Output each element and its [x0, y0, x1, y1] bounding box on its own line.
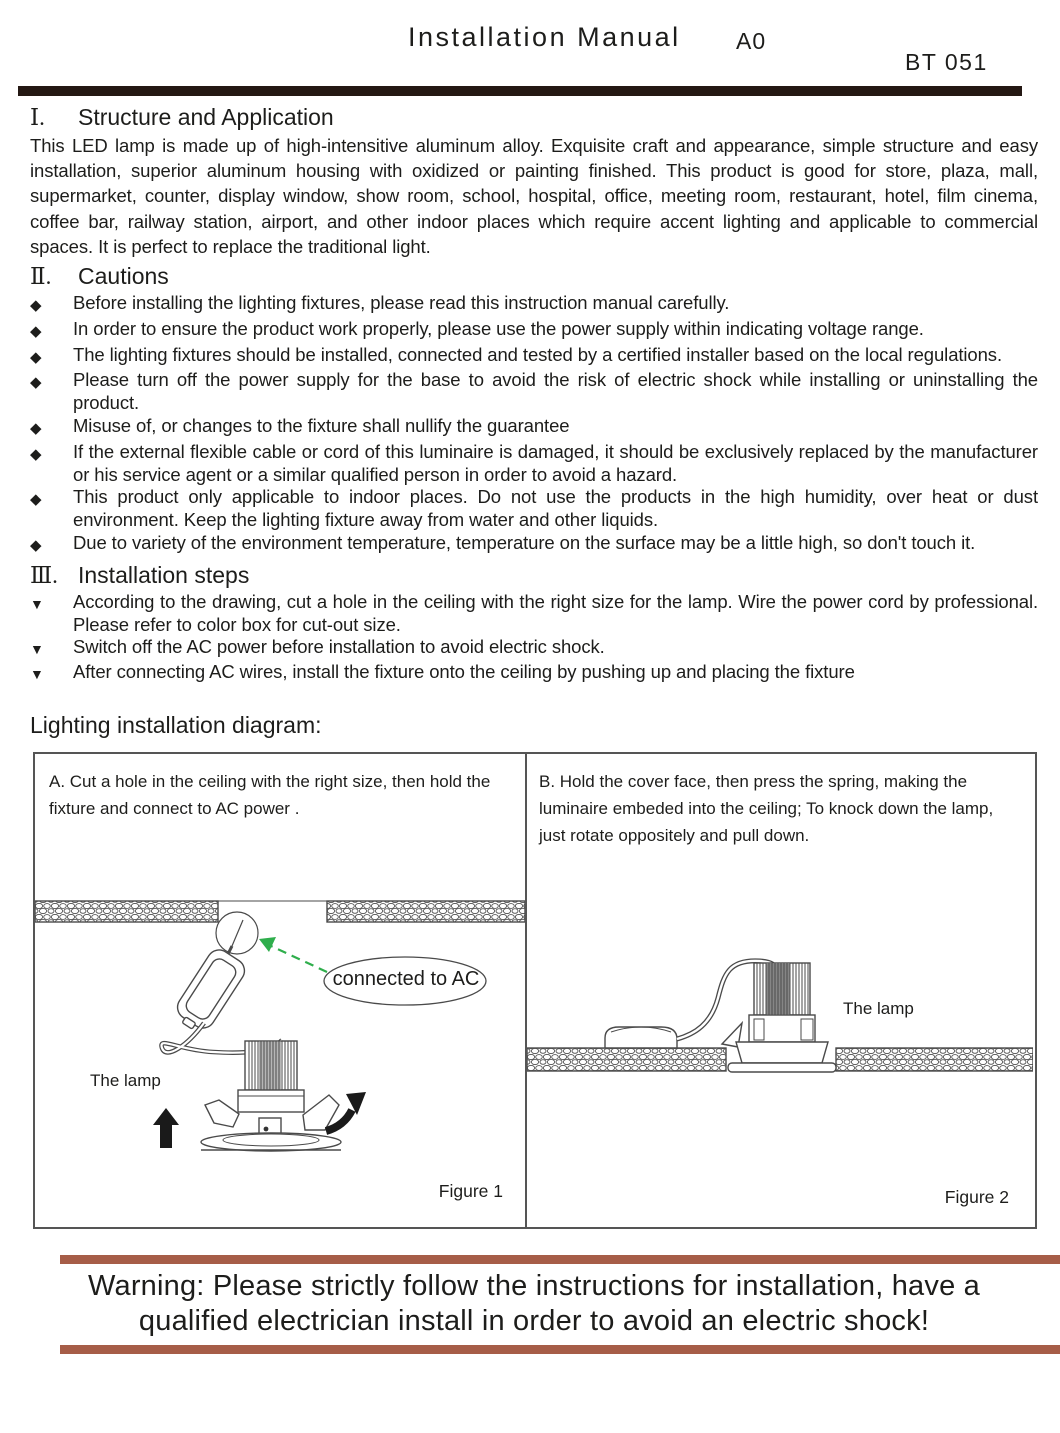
figure1-drawing — [35, 826, 525, 1231]
section-structure-heading — [30, 104, 1038, 131]
diamond-bullet-icon: ◆ — [30, 348, 42, 366]
heading-numeral: Ⅲ. — [30, 562, 58, 588]
figure2-lamp-label: The lamp — [843, 998, 914, 1018]
figure2-label: Figure 2 — [944, 1186, 1009, 1207]
caution-text: The lighting fixtures should be installed, connected and tested by a certified installer based on the local regulations. — [73, 343, 1002, 365]
step-item — [30, 636, 1038, 661]
caution-item — [30, 532, 1038, 558]
section-steps-heading — [30, 562, 1038, 589]
power-driver — [170, 945, 249, 1036]
ceiling-hatch — [35, 901, 525, 922]
caution-text: This product only applicable to indoor places. Do not use the products in the high humidity, over heat or dust environment. Keep the lighting fixture away from water and other liquids. — [73, 486, 1038, 531]
heading-numeral: Ⅰ. — [30, 105, 45, 130]
warning-banner — [30, 1255, 1038, 1354]
power-driver — [605, 1027, 677, 1048]
triangle-bullet-icon: ▼ — [30, 666, 44, 683]
warning-bar-top — [60, 1255, 1060, 1264]
step-text: According to the drawing, cut a hole in the ceiling with the right size for the lamp. Wire the power cord by professional. Please refer to color box for cut-out size. — [73, 590, 1038, 635]
heading-numeral: Ⅱ. — [30, 264, 52, 290]
figure2-panel — [527, 752, 1037, 1229]
caution-text: Please turn off the power supply for the base to avoid the risk of electric shock while installing or uninstalling the product. — [73, 369, 1038, 414]
caution-text: Misuse of, or changes to the fixture shall nullify the guarantee — [73, 415, 570, 436]
caution-item — [30, 415, 1038, 441]
caution-text: Before installing the lighting fixtures, please read this instruction manual carefully. — [73, 292, 730, 314]
figure1-label: Figure 1 — [438, 1180, 503, 1201]
diagram-title: Lighting installation diagram: — [30, 711, 322, 738]
manual-title: Installation Manual — [408, 22, 681, 52]
model-number: BT 051 — [905, 49, 988, 75]
heading-title: Cautions — [78, 263, 169, 290]
lamp-drawing — [201, 1041, 341, 1151]
diamond-bullet-icon: ◆ — [30, 536, 42, 554]
cautions-list — [30, 292, 1038, 558]
step-item — [30, 591, 1038, 637]
header — [0, 0, 1060, 98]
heading-title: Structure and Application — [78, 104, 334, 130]
triangle-bullet-icon: ▼ — [30, 641, 44, 658]
main-content — [30, 100, 1038, 1354]
caution-text: If the external flexible cable or cord of this luminaire is damaged, it should be exclusively replaced by the manufacturer or his service agent or a similar qualified person in order to avoid a hazard. — [73, 440, 1038, 485]
structure-body: This LED lamp is made up of high-intensitive aluminum alloy. Exquisite craft and appearance, simple structure and easy installation, superior aluminum housing with oxidized or painting finished. This product is good for store, plaza, mall, supermarket, counter, display window, show room, school, hospital, office, meeting room, restaurant, hotel, film cinema, coffee bar, railway station, airport, and other indoor places which require accent lighting and applicable to commercial spaces. It is perfect to replace the traditional light. — [30, 135, 1038, 257]
up-arrow — [153, 1108, 179, 1148]
caution-item — [30, 486, 1038, 532]
doc-code: A0 — [736, 28, 767, 54]
warning-bar-bottom — [60, 1345, 1060, 1354]
lamp-label: The lamp — [90, 1070, 161, 1090]
step-item — [30, 661, 1038, 686]
caution-item — [30, 292, 1038, 318]
step-text: After connecting AC wires, install the fixture onto the ceiling by pushing up and placing the fixture — [73, 661, 855, 683]
caution-item — [30, 369, 1038, 415]
warning-text: Warning: Please strictly follow the instructions for installation, have a qualified electrician install in order to avoid an electric shock! — [88, 1269, 980, 1337]
figure1-caption: A. Cut a hole in the ceiling with the right size, then hold the fixture and connect to AC power . — [49, 771, 491, 818]
step-text: Switch off the AC power before installation to avoid electric shock. — [73, 636, 605, 658]
diamond-bullet-icon: ◆ — [30, 491, 42, 509]
heading-title: Installation steps — [78, 561, 250, 588]
figure2-caption: B. Hold the cover face, then press the spring, making the luminaire embeded into the ceiling; To knock down the lamp, just rotate oppositely and pull down. — [539, 771, 994, 845]
steps-list — [30, 591, 1038, 686]
header-rule — [18, 86, 1022, 96]
caution-item — [30, 441, 1038, 487]
callout-label: connected to AC — [332, 967, 480, 990]
figure2-drawing — [527, 856, 1033, 1231]
figure1-panel — [33, 752, 527, 1229]
section-cautions-heading — [30, 263, 1038, 290]
lamp-drawing — [722, 963, 836, 1072]
diamond-bullet-icon: ◆ — [30, 445, 42, 463]
diamond-bullet-icon: ◆ — [30, 374, 42, 392]
diamond-bullet-icon: ◆ — [30, 297, 42, 315]
caution-item — [30, 318, 1038, 344]
caution-item — [30, 344, 1038, 370]
caution-text: Due to variety of the environment temperature, temperature on the surface may be a little high, so don't touch it. — [73, 531, 976, 553]
diamond-bullet-icon: ◆ — [30, 420, 42, 437]
green-dashed-arrow — [271, 946, 327, 972]
triangle-bullet-icon: ▼ — [30, 595, 44, 612]
caution-text: In order to ensure the product work properly, please use the power supply within indicating voltage range. — [73, 317, 924, 339]
installation-diagram — [33, 752, 1038, 1229]
diamond-bullet-icon: ◆ — [30, 322, 42, 340]
